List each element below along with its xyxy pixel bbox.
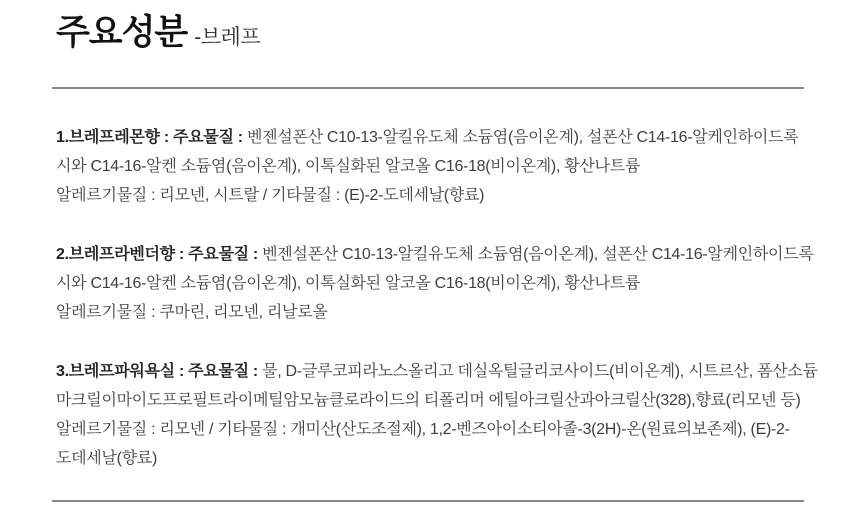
ingredient-line: 도데세날(향료) <box>56 450 157 467</box>
ingredient-line <box>56 240 814 269</box>
page-title <box>56 12 806 59</box>
ingredient-line: 마크릴이마이도프로필트라이메틸암모늄클로라이드의 티폴리머 에틸아크릴산과아크릴산(328),향료(리모넨 등) <box>56 392 801 409</box>
ingredient-section-2 <box>56 240 814 327</box>
ingredient-line: 알레르기물질 : 쿠마린, 리모넨, 리날로올 <box>56 304 328 321</box>
page-title-text: 주요성분 <box>56 13 188 52</box>
ingredient-text: 벤젠설폰산 C10-13-알킬유도체 소듐염(음이온계), 설폰산 C14-16-알케인하이드록 <box>242 129 799 146</box>
page-subtitle: -브레프 <box>194 26 261 49</box>
ingredient-text: 벤젠설폰산 C10-13-알킬유도체 소듐염(음이온계), 설폰산 C14-16-알케인하이드록 <box>257 246 814 263</box>
ingredient-section-3 <box>56 357 818 473</box>
page-header <box>56 12 806 59</box>
ingredient-lead: 3.브레프파워욕실 : 주요물질 : <box>56 363 258 380</box>
ingredient-line <box>56 357 818 386</box>
ingredient-line: 시와 C14-16-알켄 소듐염(음이온계), 이톡실화된 알코올 C16-18(비이온계), 황산나트륨 <box>56 275 641 292</box>
ingredient-line: 알레르기물질 : 리모넨 / 기타물질 : 개미산(산도조절제), 1,2-벤즈아이소티아졸-3(2H)-온(원료의보존제), (E)-2- <box>56 421 790 438</box>
bottom-divider <box>52 500 804 502</box>
ingredient-line: 시와 C14-16-알켄 소듐염(음이온계), 이톡실화된 알코올 C16-18(비이온계), 황산나트륨 <box>56 158 641 175</box>
top-divider <box>52 87 804 89</box>
ingredient-lead: 2.브레프라벤더향 : 주요물질 : <box>56 246 258 263</box>
ingredient-text: 물, D-글루코피라노스올리고 데실옥틸글리코사이드(비이온계), 시트르산, 폼산소듐 <box>257 363 818 380</box>
ingredients-list <box>56 123 818 473</box>
ingredient-line <box>56 123 806 152</box>
ingredient-lead: 1.브레프레몬향 : 주요물질 : <box>56 129 243 146</box>
ingredient-line: 알레르기물질 : 리모넨, 시트랄 / 기타물질 : (E)-2-도데세날(향료) <box>56 187 485 204</box>
ingredient-section-1 <box>56 123 806 210</box>
